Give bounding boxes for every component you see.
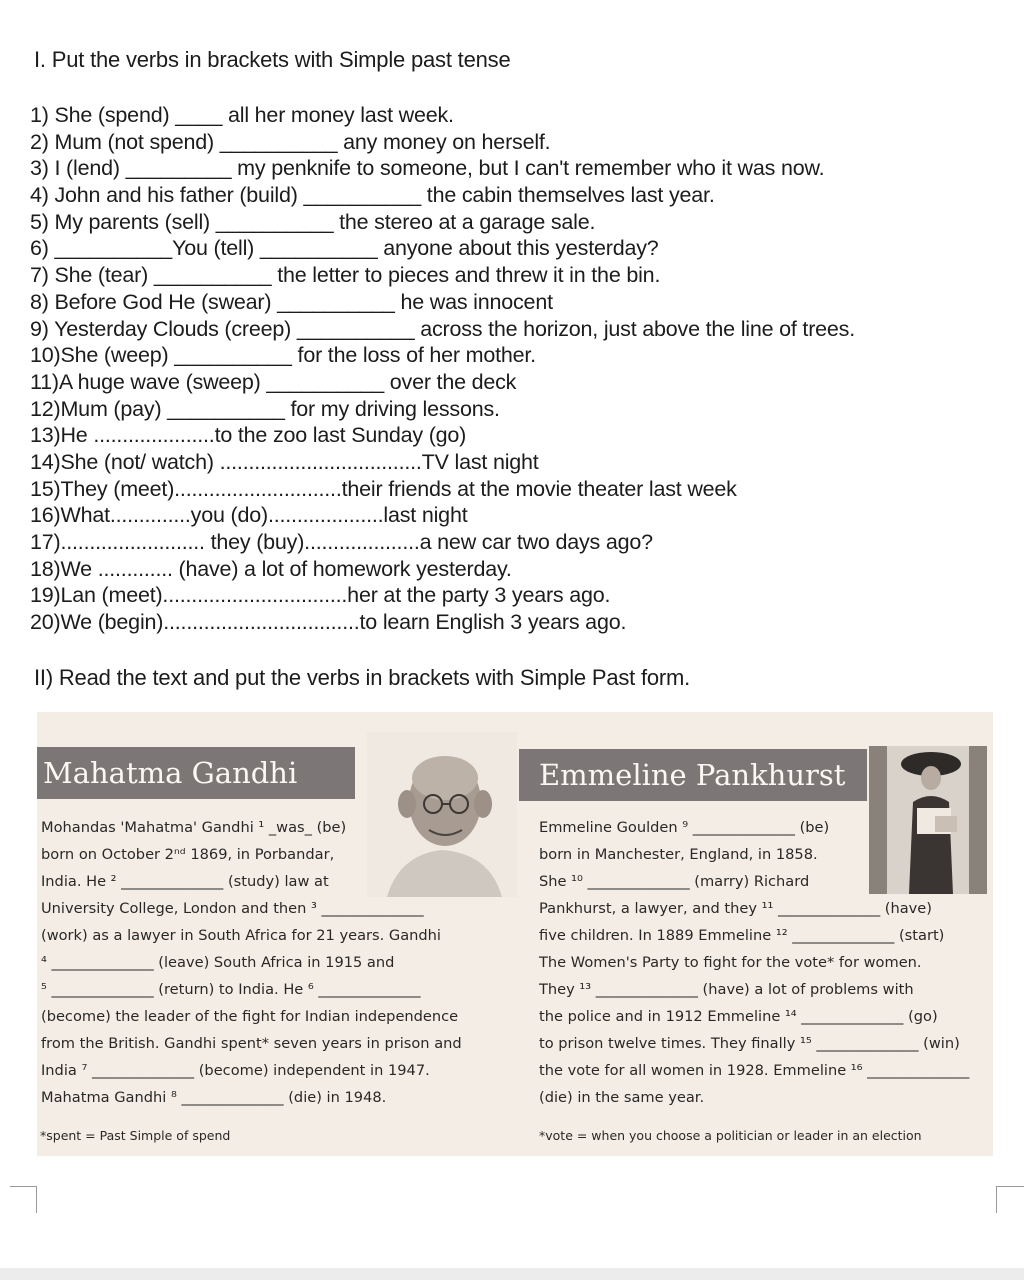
list-item: 10)She (weep) __________ for the loss of her mother.: [30, 343, 536, 368]
text-line: They ¹³ ______________ (have) a lot of problems with: [539, 981, 914, 998]
viewer-bottom-bar: [0, 1268, 1024, 1280]
text-line: ⁵ ______________ (return) to India. He ⁶ ______________: [41, 981, 421, 998]
reading-text-scan: [37, 712, 993, 1156]
list-item: 5) My parents (sell) __________ the stereo at a garage sale.: [30, 209, 596, 234]
section1-title: I. Put the verbs in brackets with Simple past tense: [34, 47, 511, 72]
pankhurst-footnote: *vote = when you choose a politician or leader in an election: [539, 1128, 922, 1143]
list-item: 14)She (not/ watch) ...................................TV last night: [30, 449, 539, 474]
text-line: She ¹⁰ ______________ (marry) Richard: [539, 873, 810, 890]
list-item: 7) She (tear) __________ the letter to pieces and threw it in the bin.: [30, 263, 661, 288]
list-item: 20)We (begin)..................................to learn English 3 years ago.: [30, 610, 627, 635]
text-line: born in Manchester, England, in 1858.: [539, 846, 818, 863]
text-line: Mahatma Gandhi ⁸ ______________ (die) in 1948.: [41, 1089, 387, 1106]
text-line: (die) in the same year.: [539, 1089, 705, 1106]
text-line: ⁴ ______________ (leave) South Africa in 1915 and: [41, 954, 395, 971]
list-item: 12)Mum (pay) __________ for my driving lessons.: [30, 396, 500, 421]
text-line: India ⁷ ______________ (become) independent in 1947.: [41, 1062, 430, 1079]
list-item: 8) Before God He (swear) __________ he was innocent: [30, 289, 553, 314]
gandhi-text: [41, 814, 462, 1111]
text-line: five children. In 1889 Emmeline ¹² ______________ (start): [539, 927, 945, 944]
pankhurst-text: [539, 814, 969, 1111]
list-item: 19)Lan (meet)................................her at the party 3 years ago.: [30, 583, 611, 608]
pankhurst-heading: Emmeline Pankhurst: [519, 749, 867, 801]
list-item: 15)They (meet).............................their friends at the movie theater last week: [30, 476, 737, 501]
gandhi-footnote: *spent = Past Simple of spend: [40, 1128, 231, 1143]
section2-title: II) Read the text and put the verbs in brackets with Simple Past form.: [34, 665, 691, 690]
text-line: born on October 2ⁿᵈ 1869, in Porbandar,: [41, 846, 335, 863]
gandhi-heading: Mahatma Gandhi: [37, 747, 355, 799]
text-line: to prison twelve times. They finally ¹⁵ ______________ (win): [539, 1035, 960, 1052]
list-item: 17)......................... they (buy)....................a new car two days ago?: [30, 530, 653, 554]
list-item: 16)What..............you (do)....................last night: [30, 503, 468, 528]
exercise1-list: [30, 102, 855, 636]
text-line: Emmeline Goulden ⁹ ______________ (be): [539, 819, 830, 836]
text-line: from the British. Gandhi spent* seven years in prison and: [41, 1035, 462, 1052]
list-item: 1) She (spend) ____ all her money last week.: [30, 103, 454, 127]
text-line: India. He ² ______________ (study) law at: [41, 873, 329, 890]
list-item: 2) Mum (not spend) __________ any money on herself.: [30, 129, 551, 154]
text-line: (become) the leader of the fight for Indian independence: [41, 1008, 459, 1025]
text-line: University College, London and then ³ ______________: [41, 900, 424, 917]
list-item: 13)He .....................to the zoo last Sunday (go): [30, 423, 467, 448]
list-item: 3) I (lend) _________ my penknife to someone, but I can't remember who it was now.: [30, 156, 825, 181]
list-item: 18)We ............. (have) a lot of homework yesterday.: [30, 556, 512, 581]
text-line: (work) as a lawyer in South Africa for 21 years. Gandhi: [41, 927, 441, 944]
list-item: 9) Yesterday Clouds (creep) __________ across the horizon, just above the line of trees.: [30, 316, 856, 341]
list-item: 4) John and his father (build) __________ the cabin themselves last year.: [30, 183, 715, 208]
text-line: Mohandas 'Mahatma' Gandhi ¹ _was_ (be): [41, 819, 347, 836]
text-line: The Women's Party to fight for the vote* for women.: [539, 954, 922, 971]
text-line: the police and in 1912 Emmeline ¹⁴ ______________ (go): [539, 1008, 938, 1025]
list-item: 11)A huge wave (sweep) __________ over the deck: [30, 369, 517, 394]
text-line: Pankhurst, a lawyer, and they ¹¹ ______________ (have): [539, 900, 932, 917]
text-line: the vote for all women in 1928. Emmeline ¹⁶ ______________: [539, 1062, 970, 1079]
page-corner-mark-right: [996, 1186, 1024, 1213]
list-item: 6) __________You (tell) __________ anyone about this yesterday?: [30, 236, 659, 261]
page-corner-mark-left: [10, 1186, 37, 1213]
